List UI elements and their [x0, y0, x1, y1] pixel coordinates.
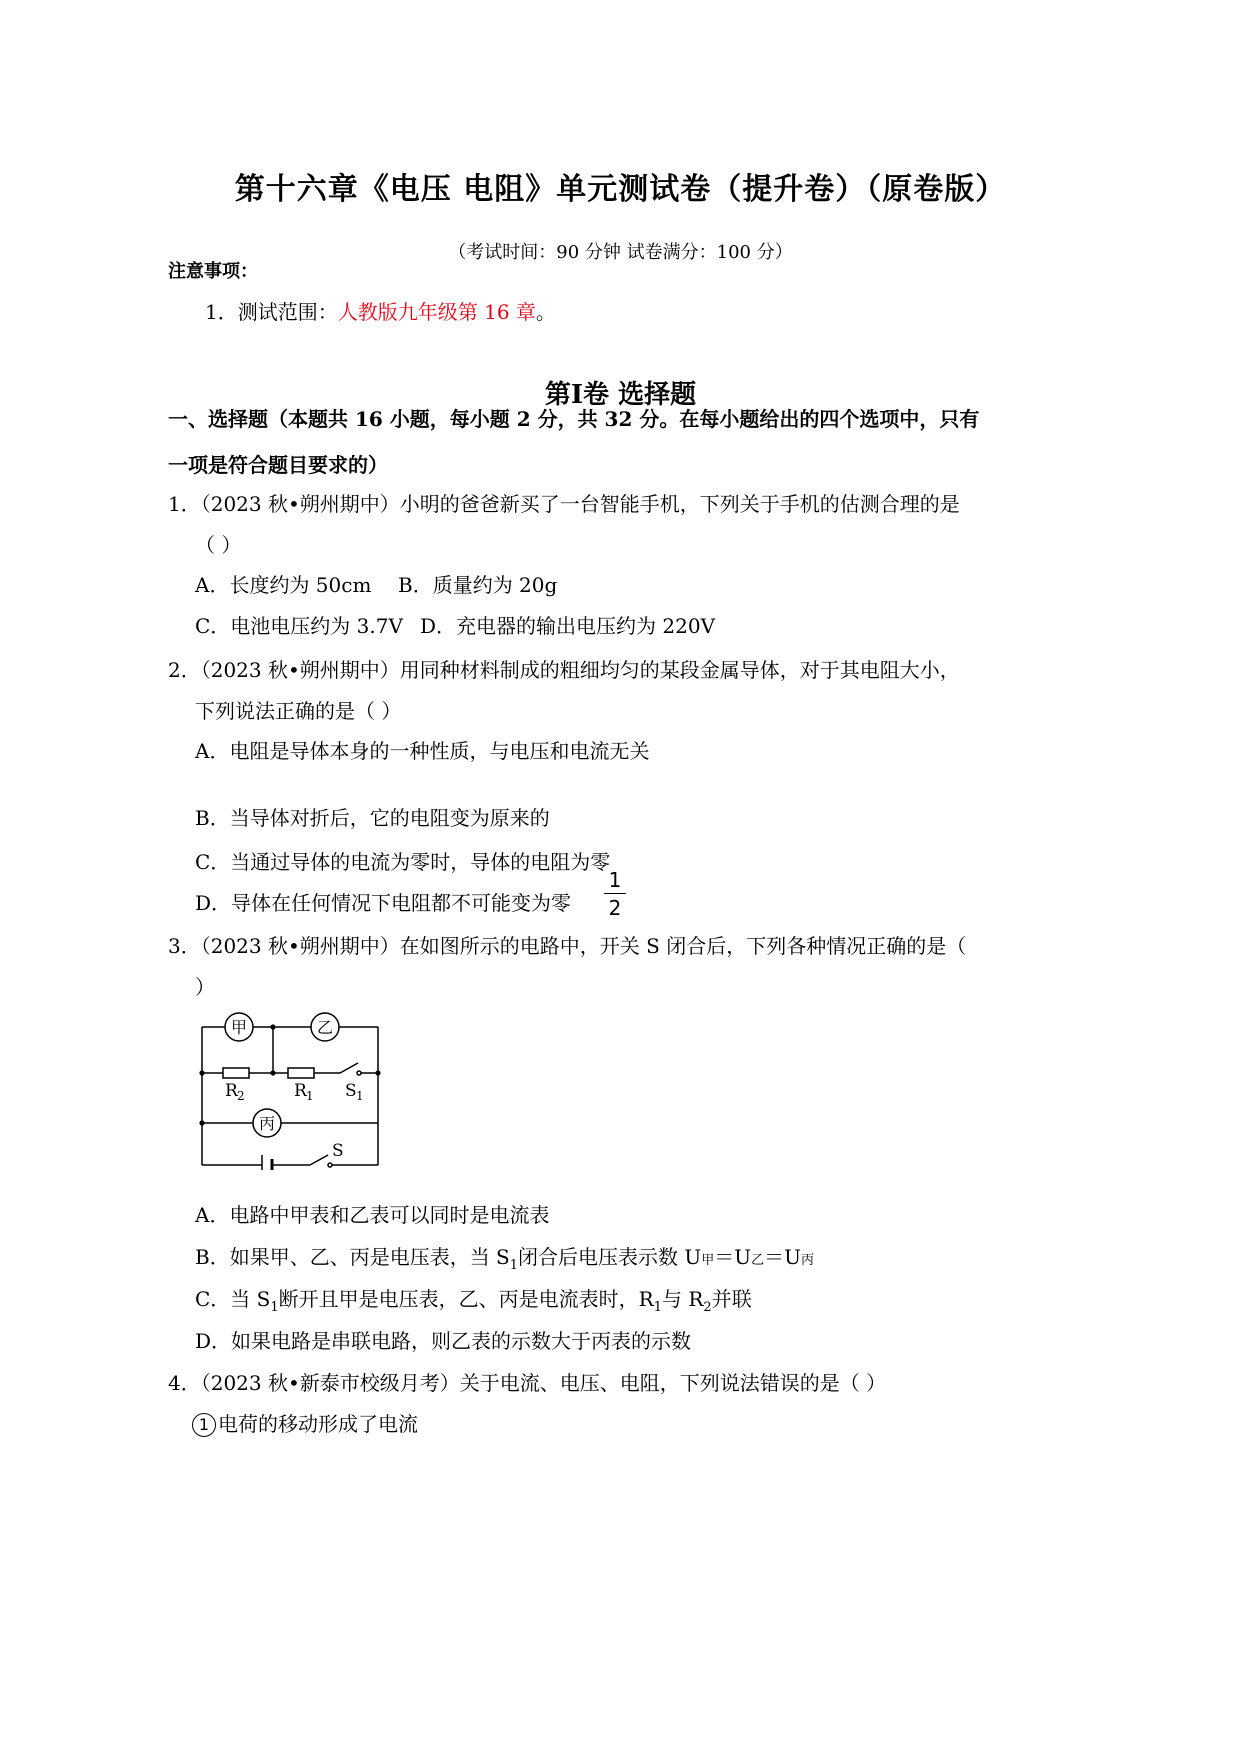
r1-label: R [294, 1081, 307, 1101]
q2-option-b: B．当导体对折后，它的电阻变为原来的 [195, 806, 550, 830]
q2-stem: 2．（2023 秋•朔州期中）用同种材料制成的粗细均匀的某段金属导体，对于其电阻大小， [168, 658, 960, 682]
q3-option-a: A．电路中甲表和乙表可以同时是电流表 [195, 1203, 550, 1227]
q1-option-b: B．质量约为 20g [398, 573, 558, 597]
page-title: 第十六章《电压 电阻》单元测试卷（提升卷）（原卷版） [234, 172, 1007, 207]
battery [262, 1155, 272, 1170]
circuit-diagram [190, 1010, 390, 1170]
s1-label: S [345, 1081, 357, 1101]
notes-item-1: 1．测试范围：人教版九年级第 16 章。 [205, 300, 556, 324]
q3-option-d: D．如果电路是串联电路，则乙表的示数大于丙表的示数 [195, 1329, 692, 1353]
q1-option-c: C．电池电压约为 3.7V [195, 614, 403, 638]
section-title: 第Ⅰ卷 选择题 [544, 380, 697, 410]
q1-stem-paren: （ ） [195, 533, 242, 557]
q1-option-a: A．长度约为 50cm [195, 573, 372, 597]
circled-number: 1 [192, 1413, 216, 1437]
section-intro-line2: 一项是符合题目要求的） [168, 453, 388, 477]
q2-option-a: A．电阻是导体本身的一种性质，与电压和电流无关 [195, 739, 650, 763]
r2-sub: 2 [237, 1089, 245, 1103]
meter-jia-label: 甲 [230, 1018, 248, 1037]
q1-option-d: D．充电器的输出电压约为 220V [420, 614, 716, 638]
s-label: S [332, 1141, 344, 1161]
section-intro-line1: 一、选择题（本题共 16 小题，每小题 2 分，共 32 分。在每小题给出的四个选项中，只有 [168, 407, 980, 431]
q2-stem-line2: 下列说法正确的是（ ） [195, 699, 402, 723]
q2-option-d: D．导体在任何情况下电阻都不可能变为零 [195, 891, 572, 915]
s1-sub: 1 [356, 1089, 364, 1103]
q3-stem-line2: ） [195, 975, 215, 999]
q1-stem: 1．（2023 秋•朔州期中）小明的爸爸新买了一台智能手机，下列关于手机的估测合理的是 [168, 492, 960, 516]
exam-info: （考试时间：90 分钟 试卷满分：100 分） [448, 242, 793, 263]
test-scope: 人教版九年级第 16 章 [337, 300, 536, 324]
switch-s-contact [328, 1163, 332, 1167]
q2-option-c: C．当通过导体的电流为零时，导体的电阻为零 [195, 850, 611, 874]
meter-bing-label: 丙 [258, 1114, 276, 1133]
fraction-one-half: 1 2 [604, 868, 626, 920]
fraction-bar [604, 893, 626, 894]
r2-label: R [225, 1081, 238, 1101]
q3-option-c: C．当 $S_1$断开且甲是电压表，乙、丙是电流表时，$R_1$与 $R_2$并联 [195, 1287, 752, 1315]
r1-sub: 1 [306, 1089, 314, 1103]
q3-option-b: B．如果甲、乙、丙是电压表，当 $S_1$闭合后电压表示数 U甲＝U乙＝U丙 [195, 1245, 815, 1273]
q4-statement-1: 1 电荷的移动形成了电流 [192, 1408, 418, 1437]
q4-stem: 4．（2023 秋•新泰市校级月考）关于电流、电压、电阻，下列说法错误的是（ ） [168, 1371, 887, 1395]
q3-stem: 3．（2023 秋•朔州期中）在如图所示的电路中，开关 S 闭合后，下列各种情况正确的是（ [168, 934, 967, 958]
switch-s1-contact [357, 1071, 361, 1075]
resistor-r1 [288, 1068, 314, 1078]
notes-heading: 注意事项： [168, 261, 258, 282]
meter-yi-label: 乙 [316, 1018, 334, 1037]
resistor-r2 [223, 1068, 249, 1078]
